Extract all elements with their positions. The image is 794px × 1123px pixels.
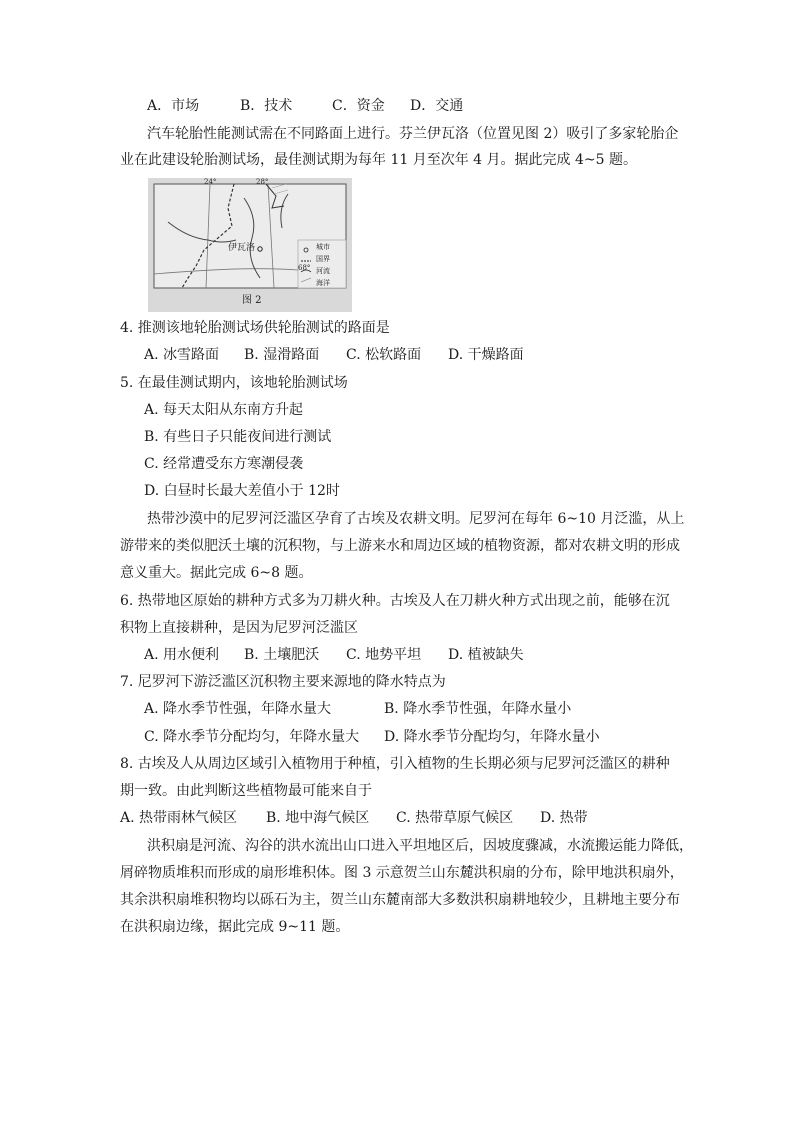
q3-option-c: C．资金: [332, 98, 385, 114]
intro2-line3: 意义重大。据此完成 6~8 题。: [120, 565, 313, 581]
figure-2-caption: 图 2: [242, 295, 262, 306]
intro1-line1: 汽车轮胎性能测试需在不同路面上进行。芬兰伊瓦洛（位置见图 2）吸引了多家轮胎企: [147, 126, 679, 142]
q7-stem: 7. 尼罗河下游泛滥区沉积物主要来源地的降水特点为: [120, 674, 446, 690]
q7-option-d: D. 降水季节分配均匀，年降水量小: [384, 729, 600, 745]
q8-option-a: A. 热带雨林气候区: [120, 810, 238, 826]
q6-stem-line1: 6. 热带地区原始的耕种方式多为刀耕火种。古埃及人在刀耕火种方式出现之前，能够在沉: [120, 593, 670, 609]
q6-option-c: C. 地势平坦: [346, 647, 422, 663]
q6-option-a: A. 用水便利: [144, 647, 220, 663]
q4-option-a: A. 冰雪路面: [144, 347, 220, 363]
intro3-line4: 在洪积扇边缘，据此完成 9~11 题。: [120, 919, 350, 935]
intro3-line3: 其余洪积扇堆积物均以砾石为主，贺兰山东麓南部大多数洪积扇耕地较少，且耕地主要分布: [120, 892, 680, 908]
q8-option-b: B. 地中海气候区: [266, 810, 370, 826]
q7-option-c: C. 降水季节分配均匀，年降水量大: [144, 729, 360, 745]
q4-option-c: C. 松软路面: [346, 347, 422, 363]
legend-city: 城市: [316, 243, 330, 251]
q8-stem-line1: 8. 古埃及人从周边区域引入植物用于种植，引入植物的生长期必须与尼罗河泛滥区的耕种: [120, 756, 670, 772]
figure-2-map: [148, 178, 352, 312]
legend-river: 河流: [316, 267, 330, 275]
intro3-line2: 屑碎物质堆积而形成的扇形堆积体。图 3 示意贺兰山东麓洪积扇的分布，除甲地洪积扇外，: [120, 865, 684, 881]
intro1-line2: 业在此建设轮胎测试场，最佳测试期为每年 11 月至次年 4 月。据此完成 4~5 题。: [120, 152, 637, 168]
q5-option-c: C. 经常遭受东方寒潮侵袭: [144, 456, 304, 472]
q5-option-b: B. 有些日子只能夜间进行测试: [144, 429, 332, 445]
q7-option-b: B. 降水季节性强，年降水量小: [384, 701, 572, 717]
q3-option-a: A．市场: [147, 98, 200, 114]
lon-label-24: 24°: [204, 178, 217, 186]
q6-stem-line2: 积物上直接耕种，是因为尼罗河泛滥区: [120, 620, 358, 636]
q4-option-d: D. 干燥路面: [448, 347, 524, 363]
q6-option-d: D. 植被缺失: [448, 647, 524, 663]
q5-option-a: A. 每天太阳从东南方升起: [144, 402, 304, 418]
lat-label-68: 68°: [298, 264, 311, 272]
q3-option-d: D．交通: [410, 98, 464, 114]
legend-border: 国界: [316, 255, 330, 263]
q6-option-b: B. 土壤肥沃: [244, 647, 320, 663]
lon-label-28: 28°: [256, 178, 269, 186]
q8-option-d: D. 热带: [540, 810, 588, 826]
intro3-line1: 洪积扇是河流、沟谷的洪水流出山口进入平坦地区后，因坡度骤减，水流搬运能力降低，: [147, 838, 693, 854]
intro2-line1: 热带沙漠中的尼罗河泛滥区孕育了古埃及农耕文明。尼罗河在每年 6~10 月泛滥，从上: [147, 511, 685, 527]
q7-option-a: A. 降水季节性强，年降水量大: [144, 701, 332, 717]
q8-option-c: C. 热带草原气候区: [396, 810, 514, 826]
q4-stem: 4. 推测该地轮胎测试场供轮胎测试的路面是: [120, 320, 390, 336]
q8-stem-line2: 期一致。由此判断这些植物最可能来自于: [120, 783, 372, 799]
city-label-ivalo: 伊瓦洛: [228, 243, 256, 253]
legend-sea: 海洋: [316, 279, 330, 287]
q5-option-d: D. 白昼时长最大差值小于 12时: [144, 483, 340, 499]
intro2-line2: 游带来的类似肥沃土壤的沉积物，与上游来水和周边区域的植物资源，都对农耕文明的形成: [120, 538, 680, 554]
q5-stem: 5. 在最佳测试期内，该地轮胎测试场: [120, 375, 348, 391]
q4-option-b: B. 湿滑路面: [244, 347, 320, 363]
q3-option-b: B．技术: [240, 98, 293, 114]
